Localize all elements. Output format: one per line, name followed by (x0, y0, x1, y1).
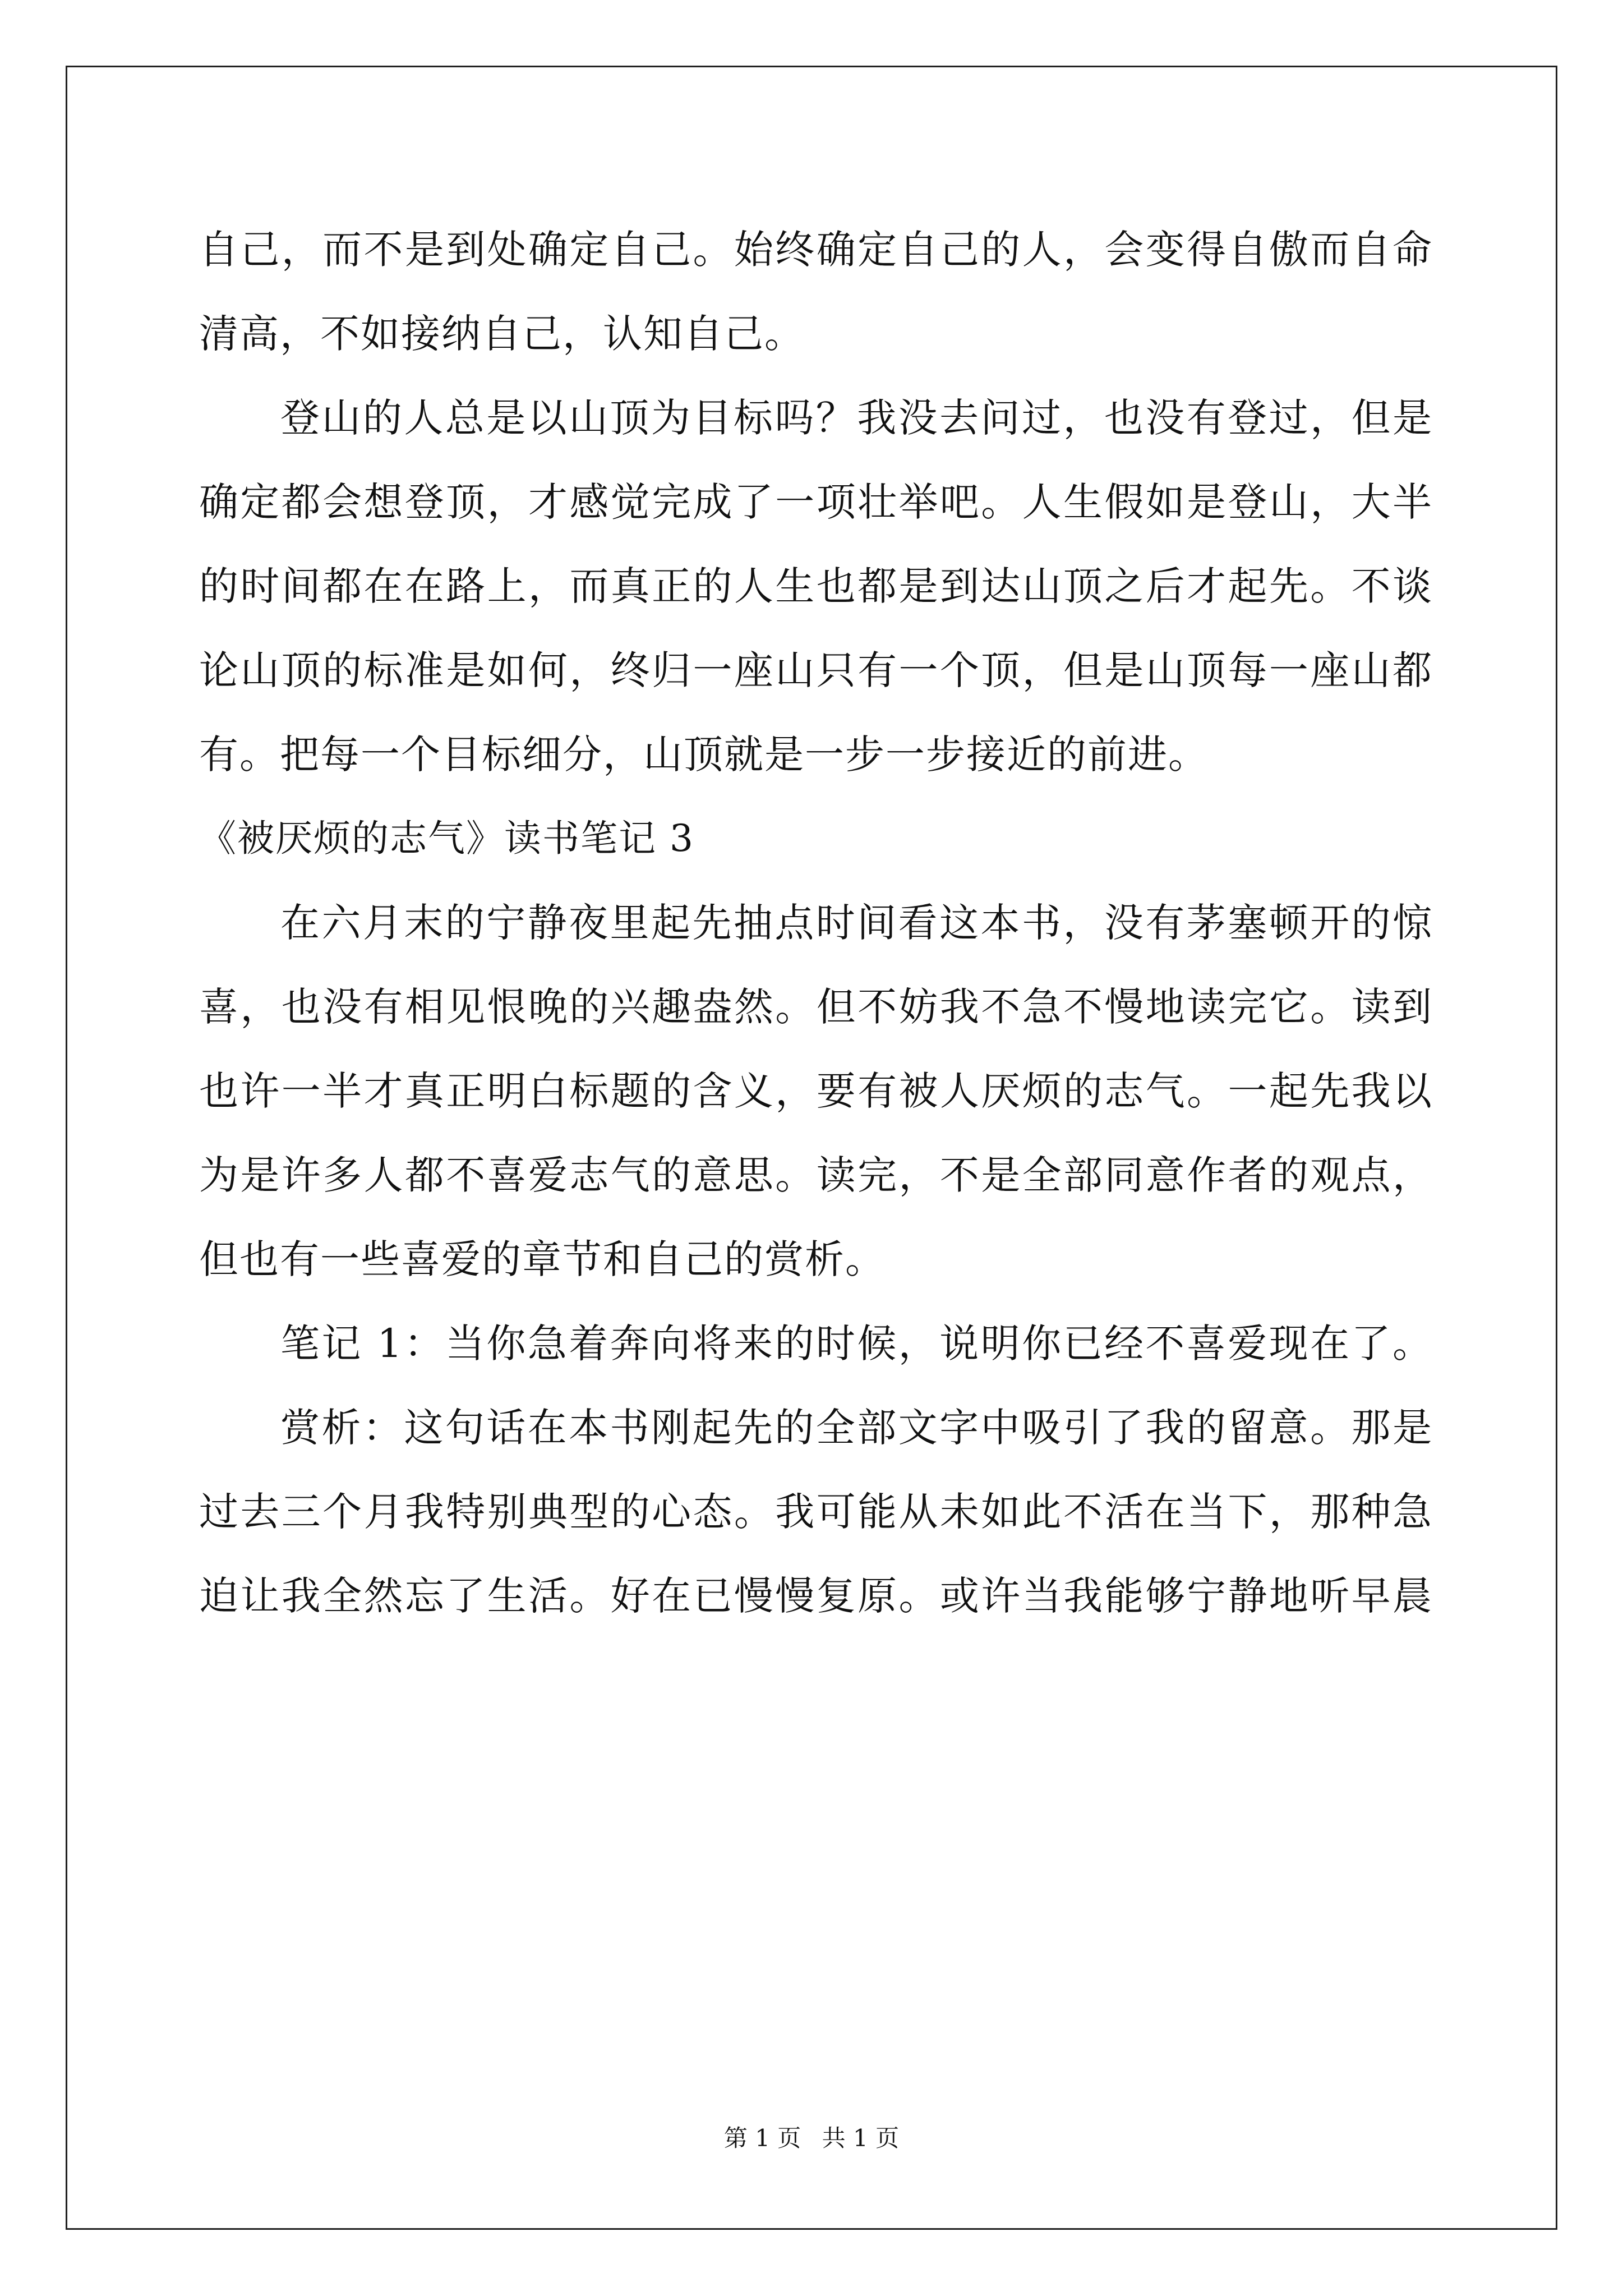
document-body (199, 208, 1433, 1638)
paragraph-line: 在六月末的宁静夜里起先抽点时间看这本书，没有茅塞顿开的惊 (280, 900, 1433, 946)
paragraph-line: 赏析：这句话在本书刚起先的全部文字中吸引了我的留意。那是 (280, 1405, 1433, 1451)
paragraph-line: 登山的人总是以山顶为目标吗？我没去问过，也没有登过，但是 (280, 395, 1433, 441)
paragraph-line: 论山顶的标准是如何，终归一座山只有一个顶，但是山顶每一座山都 (199, 647, 1433, 693)
paragraph-line: 清高，不如接纳自己，认知自己。 (199, 311, 805, 357)
paragraph-line: 过去三个月我特别典型的心态。我可能从未如此不活在当下，那种急 (199, 1489, 1433, 1535)
paragraph-line: 有。把每一个目标细分，山顶就是一步一步接近的前进。 (199, 731, 1209, 777)
paragraph-line: 的时间都在在路上，而真正的人生也都是到达山顶之后才起先。不谈 (199, 563, 1433, 609)
note-line: 笔记 1：当你急着奔向将来的时候，说明你已经不喜爱现在了。 (280, 1320, 1433, 1366)
paragraph-line: 但也有一些喜爱的章节和自己的赏析。 (199, 1236, 886, 1282)
paragraph-line: 确定都会想登顶，才感觉完成了一项壮举吧。人生假如是登山，大半 (199, 479, 1433, 525)
paragraph-line: 喜，也没有相见恨晚的兴趣盎然。但不妨我不急不慢地读完它。读到 (199, 984, 1433, 1030)
paragraph-line: 为是许多人都不喜爱志气的意思。读完，不是全部同意作者的观点， (199, 1152, 1433, 1198)
paragraph-line: 也许一半才真正明白标题的含义，要有被人厌烦的志气。一起先我以 (199, 1068, 1433, 1114)
page-number-total: 共 1 页 (822, 2124, 900, 2152)
page-number-current: 第 1 页 (723, 2124, 801, 2152)
paragraph-line: 迫让我全然忘了生活。好在已慢慢复原。或许当我能够宁静地听早晨 (199, 1573, 1433, 1619)
page-footer (0, 2122, 1623, 2155)
section-heading: 《被厌烦的志气》读书笔记 3 (199, 817, 694, 860)
paragraph-line: 自己，而不是到处确定自己。始终确定自己的人，会变得自傲而自命 (199, 227, 1433, 273)
